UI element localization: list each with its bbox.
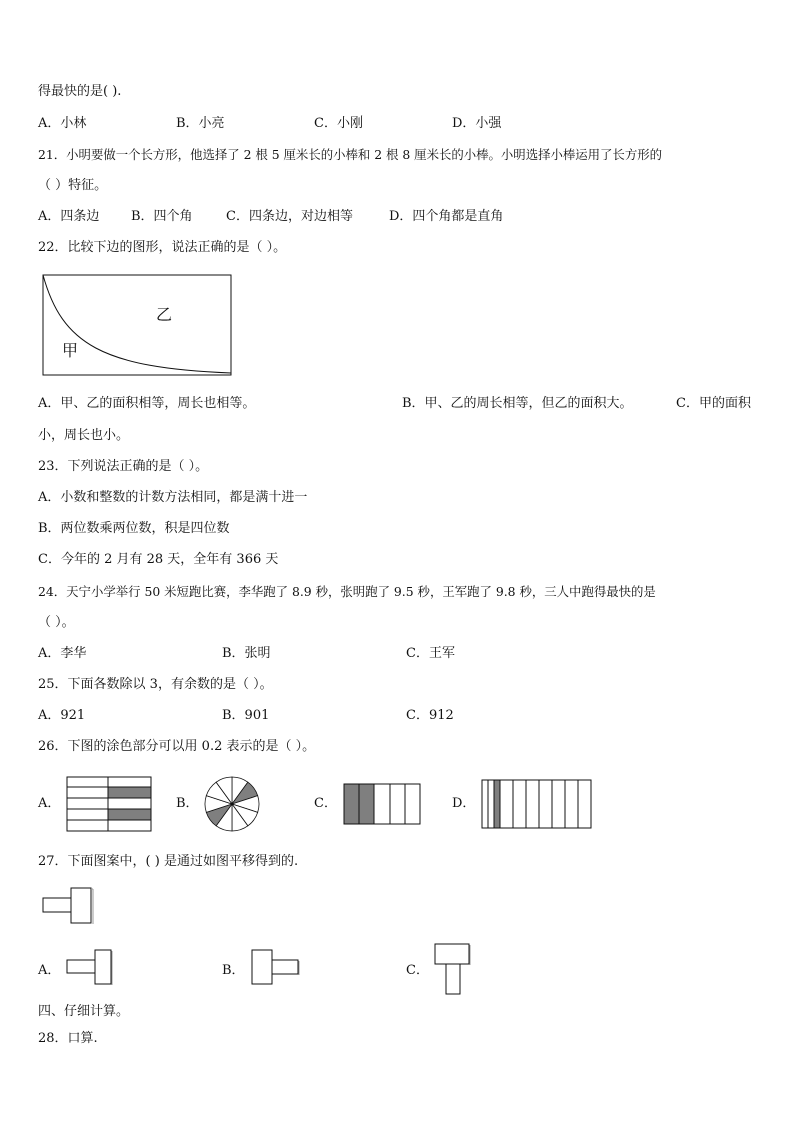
q27-figure-c[interactable] (434, 942, 474, 998)
q26-figure-c[interactable] (343, 783, 421, 825)
q22-option-c[interactable]: C．甲的面积 (676, 396, 751, 411)
q21-stem-line1: 21．小明要做一个长方形，他选择了 2 根 5 厘米长的小棒和 2 根 8 厘米长的小棒。小明选择小棒运用了长方形的 (38, 147, 662, 162)
q26-option-a-letter[interactable]: A． (38, 796, 61, 811)
q21-option-b[interactable]: B．四个角 (131, 209, 193, 224)
q22-label-upper: 乙 (156, 305, 173, 324)
q22-stem: 22．比较下边的图形，说法正确的是（ ）。 (38, 240, 287, 255)
q24-option-c[interactable]: C．王军 (406, 646, 455, 661)
q22-option-c-cont[interactable]: 小，周长也小。 (38, 428, 130, 443)
q25-option-c[interactable]: C．912 (406, 708, 454, 723)
bar-cell (539, 780, 552, 828)
q27-option-a-letter[interactable]: A． (38, 963, 61, 978)
q26-stem: 26．下图的涂色部分可以用 0.2 表示的是（ ）。 (38, 739, 316, 754)
q24-stem-line1: 24．天宁小学举行 50 米短跑比赛，李华跑了 8.9 秒，张明跑了 9.5 秒，王军跑了 9.8 秒，三人中跑得最快的是 (38, 584, 656, 599)
q20-stem-tail: 得最快的是( ). (38, 84, 122, 99)
q22-figure (42, 274, 232, 376)
q25-option-b[interactable]: B．901 (222, 708, 270, 723)
q24-option-a[interactable]: A．李华 (38, 646, 87, 661)
q21-stem-line2: （ ）特征。 (38, 178, 108, 193)
q27-option-c-letter[interactable]: C． (406, 963, 429, 978)
q26-option-b-letter[interactable]: B． (176, 796, 199, 811)
q23-option-c[interactable]: C．今年的 2 月有 28 天，全年有 366 天 (38, 552, 279, 567)
q21-option-a[interactable]: A．四条边 (38, 209, 100, 224)
q23-option-b[interactable]: B．两位数乘两位数，积是四位数 (38, 521, 230, 536)
q25-option-a[interactable]: A．921 (38, 708, 86, 723)
q25-stem: 25．下面各数除以 3，有余数的是（ ）。 (38, 677, 273, 692)
q27-figure-a[interactable] (66, 948, 116, 988)
section-4-title: 四、仔细计算。 (38, 1004, 130, 1019)
q26-option-d-letter[interactable]: D． (452, 796, 476, 811)
bar-cell (552, 780, 565, 828)
q26-figure-b[interactable] (204, 776, 260, 832)
q27-option-b-letter[interactable]: B． (222, 963, 245, 978)
q21-option-c[interactable]: C．四条边，对边相等 (226, 209, 353, 224)
bar-cell (500, 780, 513, 828)
bar-cell (494, 780, 500, 828)
bar-cell (565, 780, 578, 828)
bar-cell (488, 780, 494, 828)
q22-label-lower: 甲 (62, 341, 79, 360)
q23-stem: 23．下列说法正确的是（ ）。 (38, 459, 209, 474)
q22-option-b[interactable]: B．甲、乙的周长相等，但乙的面积大。 (402, 396, 633, 411)
bar-cell (482, 780, 488, 828)
bar-cell (513, 780, 526, 828)
q24-stem-line2: （ ）。 (38, 615, 75, 630)
q27-stem: 27．下面图案中，( ) 是通过如图平移得到的. (38, 854, 299, 869)
q27-figure-b[interactable] (251, 948, 303, 988)
bar-cell (526, 780, 539, 828)
bar-cell (578, 780, 591, 828)
q26-figure-a[interactable] (66, 776, 152, 832)
q23-option-a[interactable]: A．小数和整数的计数方法相同，都是满十进一 (38, 490, 308, 505)
q27-reference-shape (42, 886, 94, 926)
q26-option-c-letter[interactable]: C． (314, 796, 337, 811)
q20-option-a[interactable]: A．小林 (38, 116, 87, 131)
q26-figure-d[interactable] (481, 779, 607, 829)
q22-option-a[interactable]: A．甲、乙的面积相等，周长也相等。 (38, 396, 256, 411)
q20-option-d[interactable]: D．小强 (452, 116, 502, 131)
q28-stem: 28．口算. (38, 1031, 98, 1046)
q20-option-c[interactable]: C．小刚 (314, 116, 363, 131)
q20-option-b[interactable]: B．小亮 (176, 116, 225, 131)
q21-option-d[interactable]: D．四个角都是直角 (389, 209, 504, 224)
q24-option-b[interactable]: B．张明 (222, 646, 271, 661)
